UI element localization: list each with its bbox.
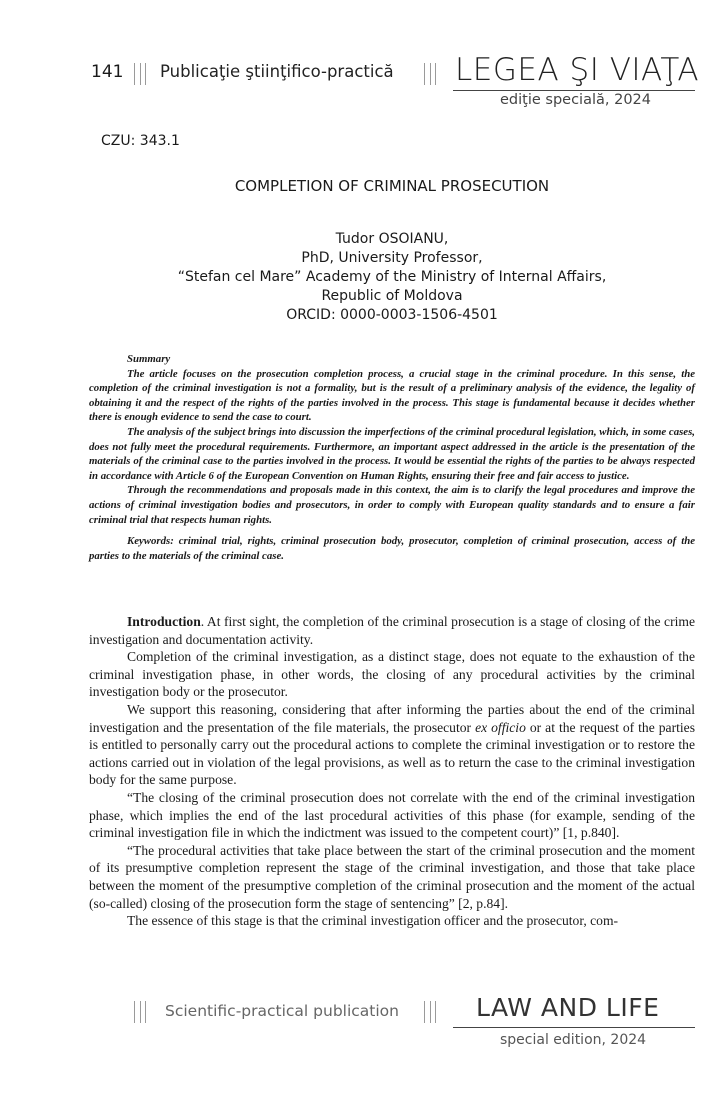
p3-latin-term: ex officio (475, 719, 526, 735)
czu-code: CZU: 343.1 (101, 133, 180, 149)
body-paragraph: “The closing of the criminal prosecution does not correlate with the end of the criminal investigation phase, which implies the end of the last procedural activities of this phase (for example, sending of the criminal investigation file in which the indictment was issued to the competent court)” [1, p.840]. (89, 789, 695, 841)
body-paragraph: The essence of this stage is that the criminal investigation officer and the prosecutor, com- (127, 913, 619, 929)
p3-text-after: or at the request of the parties is entitled to personally carry out the procedural actions to complete the criminal investigation or to restore the actions carried out in violation of the legal provisions, as well as to return the case to the criminal investigation body for the same purpose. (89, 719, 695, 788)
summary-heading: Summary (127, 353, 171, 365)
author-name: Tudor OSOIANU, (335, 231, 449, 247)
summary-paragraph: The analysis of the subject brings into discussion the imperfections of the criminal procedural legislation, which, in some cases, does not fully meet the procedural requirements. Furthermore, an important aspect addressed in the article is the presentation of the materials of the criminal case to the parties involved in the process. It would be essential the rights of the parties to be always respected in accordance with Article 6 of the European Convention on Human Rights, ensuring their free and fair access to justice. (89, 425, 695, 482)
keywords: Keywords: criminal trial, rights, criminal prosecution body, prosecutor, completion of criminal prosecution, access of the parties to the materials of the criminal case. (89, 535, 695, 562)
author-block (0, 230, 724, 325)
footer-rule (453, 1027, 695, 1028)
intro-text: . At first sight, the completion of the criminal prosecution is a stage of closing of the crime investigation and documentation activity. (89, 614, 695, 647)
author-country: Republic of Moldova (321, 288, 463, 304)
header-publication: Publicaţie ştiinţifico-practică (160, 62, 394, 81)
article-body (89, 613, 695, 930)
intro-label: Introduction (127, 614, 201, 629)
author-degree: PhD, University Professor, (301, 250, 483, 266)
body-paragraph (89, 701, 695, 789)
article-title: COMPLETION OF CRIMINAL PROSECUTION (234, 177, 550, 195)
journal-title: LEGEA ŞI VIAŢA (455, 52, 700, 88)
intro-paragraph (89, 613, 695, 648)
body-paragraph: Completion of the criminal investigation, as a distinct stage, does not equate to the exhaustion of the criminal investigation phase, in other words, the closing of any procedural activities by the criminal investigation body or the prosecutor. (89, 649, 695, 700)
footer-journal-title: LAW AND LIFE (476, 993, 660, 1022)
p3-text-before: We support this reasoning, considering that after informing the parties about the end of the criminal investigation and the presentation of the file materials, the prosecutor (89, 701, 695, 735)
divider-bars (424, 63, 436, 85)
divider-bars (134, 63, 146, 85)
author-affiliation: “Stefan cel Mare” Academy of the Ministry of Internal Affairs, (177, 269, 607, 285)
author-orcid: ORCID: 0000-0003-1506-4501 (286, 307, 498, 323)
footer-publication: Scientific-practical publication (165, 1002, 399, 1020)
divider-bars (134, 1001, 146, 1023)
summary-paragraph: Through the recommendations and proposals made in this context, the aim is to clarify the legal procedures and improve the actions of criminal investigation bodies and prosecutors, in order to comply with European quality standards and to ensure a fair criminal trial that respects human rights. (89, 484, 695, 526)
divider-bars (424, 1001, 436, 1023)
header-rule (453, 90, 695, 91)
body-paragraph: “The procedural activities that take place between the start of the criminal prosecution and the moment of its presumptive completion represent the stage of the criminal investigation, and those that take place between the moment of the presumptive completion of the criminal prosecution and the moment of the actual (so-called) closing of the prosecution form the stage of sentencing” [2, p.84]. (89, 842, 695, 911)
footer-edition: special edition, 2024 (500, 1032, 647, 1048)
summary-paragraph: The article focuses on the prosecution completion process, a crucial stage in the criminal procedure. In this sense, the completion of the criminal investigation is not a formality, but is the result of a preliminary analysis of the evidence, the legality of obtaining it and the respect of the rights of the parties involved in the process. This stage is fundamental because it decides whether there is enough evidence to send the case to court. (89, 367, 695, 424)
summary-section (89, 352, 695, 563)
header-edition: ediţie specială, 2024 (500, 92, 651, 108)
page-number: 141 (91, 62, 124, 82)
